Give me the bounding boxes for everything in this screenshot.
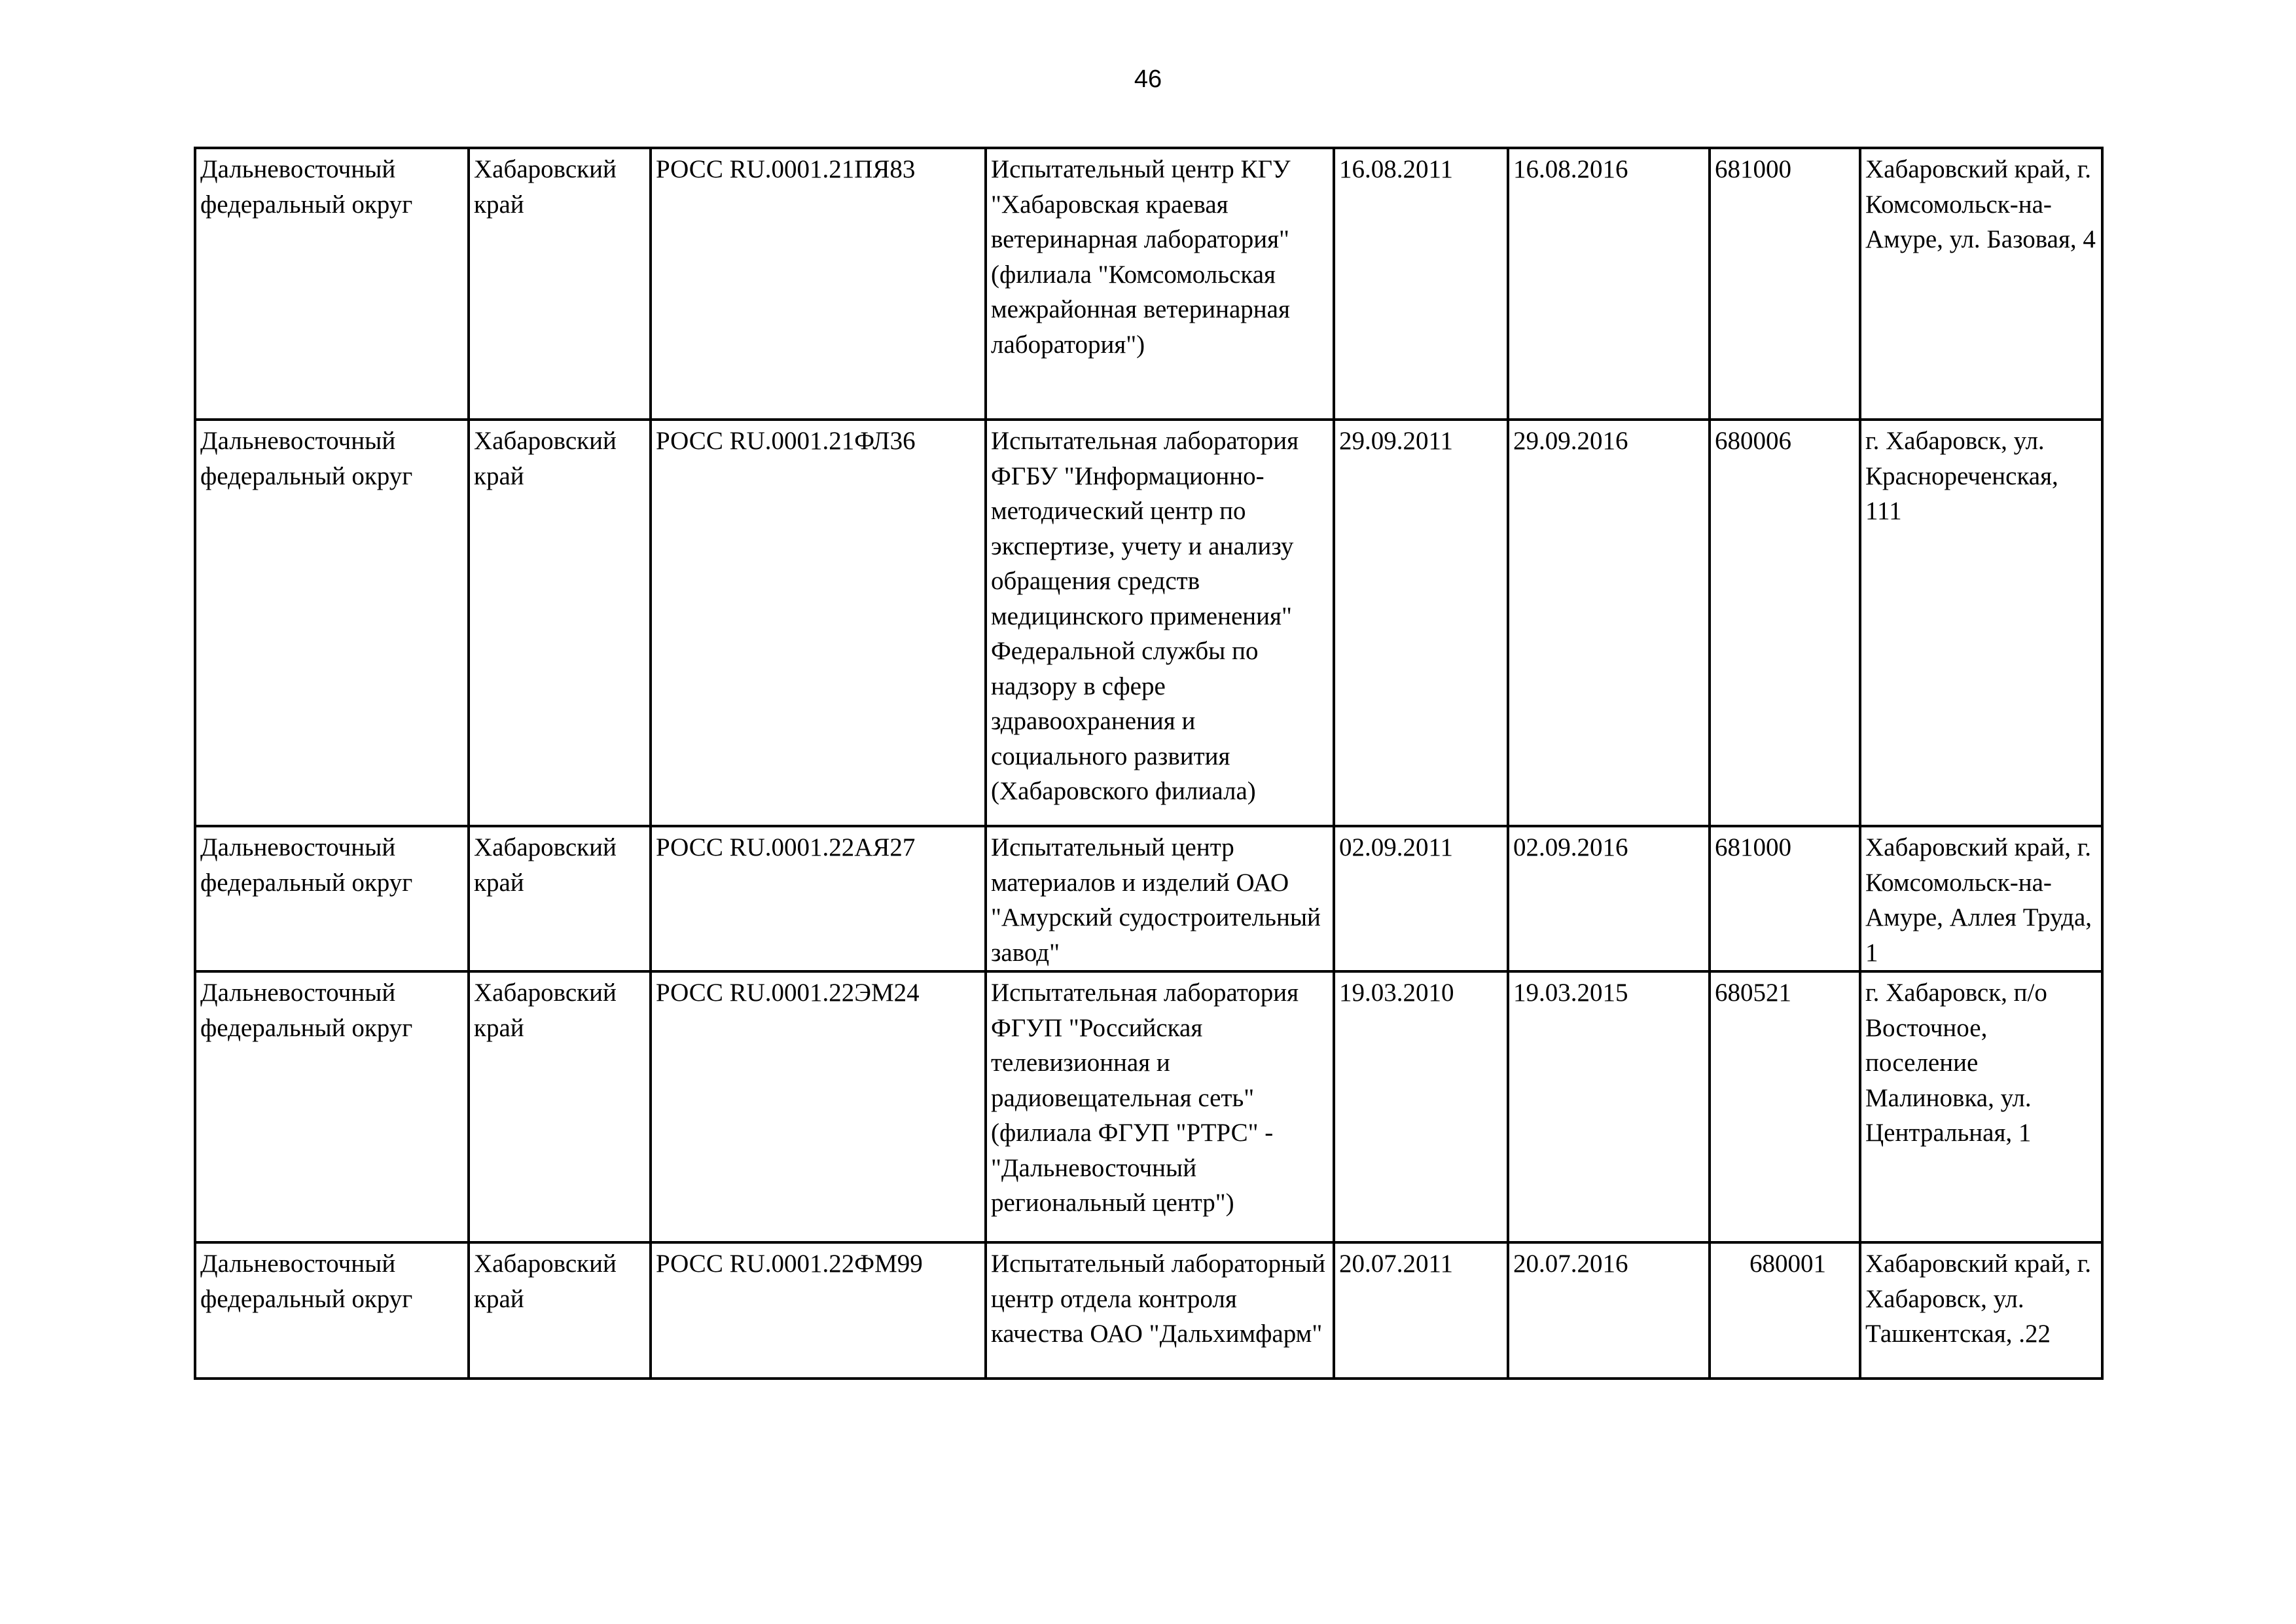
registration-number-cell: РОСС RU.0001.22ФМ99 [651,1242,986,1379]
region-cell: Хабаровский край [469,148,651,420]
address-cell: Хабаровский край, г. Комсомольск-на-Амуре, ул. Базовая, 4 [1860,148,2102,420]
district-cell: Дальневосточный федеральный округ [195,420,469,826]
address-cell: г. Хабаровск, ул. Краснореченская, 111 [1860,420,2102,826]
district-cell: Дальневосточный федеральный округ [195,1242,469,1379]
date-from-cell: 02.09.2011 [1334,826,1508,971]
date-from-cell: 20.07.2011 [1334,1242,1508,1379]
table-row [195,420,2102,826]
date-to-cell: 16.08.2016 [1508,148,1710,420]
address-cell: Хабаровский край, г. Комсомольск-на-Амуре, Аллея Труда, 1 [1860,826,2102,971]
date-to-cell: 19.03.2015 [1508,971,1710,1242]
region-cell: Хабаровский край [469,420,651,826]
table-row [195,971,2102,1242]
page-number: 46 [1134,65,1162,93]
table-row [195,148,2102,420]
date-from-cell: 29.09.2011 [1334,420,1508,826]
table-row [195,826,2102,971]
accredited-labs-table [194,147,2104,1380]
postcode-cell: 681000 [1710,148,1860,420]
date-to-cell: 02.09.2016 [1508,826,1710,971]
date-to-cell: 20.07.2016 [1508,1242,1710,1379]
registration-number-cell: РОСС RU.0001.22АЯ27 [651,826,986,971]
postcode-cell: 680521 [1710,971,1860,1242]
region-cell: Хабаровский край [469,1242,651,1379]
laboratory-name-cell: Испытательная лаборатория ФГУП "Российская телевизионная и радиовещательная сеть" (филиала ФГУП "РТРС" - "Дальневосточный региональный центр") [986,971,1334,1242]
postcode-cell: 680001 [1710,1242,1860,1379]
postcode-cell: 680006 [1710,420,1860,826]
address-cell: Хабаровский край, г. Хабаровск, ул. Ташкентская, .22 [1860,1242,2102,1379]
region-cell: Хабаровский край [469,826,651,971]
laboratory-name-cell: Испытательный центр материалов и изделий ОАО "Амурский судостроительный завод" [986,826,1334,971]
laboratory-name-cell: Испытательный центр КГУ "Хабаровская краевая ветеринарная лаборатория" (филиала "Комсомольская межрайонная ветеринарная лаборатория") [986,148,1334,420]
district-cell: Дальневосточный федеральный округ [195,826,469,971]
laboratory-name-cell: Испытательный лабораторный центр отдела контроля качества ОАО "Дальхимфарм" [986,1242,1334,1379]
table-row [195,1242,2102,1379]
address-cell: г. Хабаровск, п/о Восточное, поселение Малиновка, ул. Центральная, 1 [1860,971,2102,1242]
region-cell: Хабаровский край [469,971,651,1242]
registration-number-cell: РОСС RU.0001.21ПЯ83 [651,148,986,420]
district-cell: Дальневосточный федеральный округ [195,971,469,1242]
laboratory-name-cell: Испытательная лаборатория ФГБУ "Информационно-методический центр по экспертизе, учету и анализу обращения средств медицинского применения" Федеральной службы по надзору в сфере здравоохранения и социального развития (Хабаровского филиала) [986,420,1334,826]
date-from-cell: 16.08.2011 [1334,148,1508,420]
district-cell: Дальневосточный федеральный округ [195,148,469,420]
postcode-cell: 681000 [1710,826,1860,971]
registration-number-cell: РОСС RU.0001.21ФЛ36 [651,420,986,826]
registration-number-cell: РОСС RU.0001.22ЭМ24 [651,971,986,1242]
date-from-cell: 19.03.2010 [1334,971,1508,1242]
date-to-cell: 29.09.2016 [1508,420,1710,826]
